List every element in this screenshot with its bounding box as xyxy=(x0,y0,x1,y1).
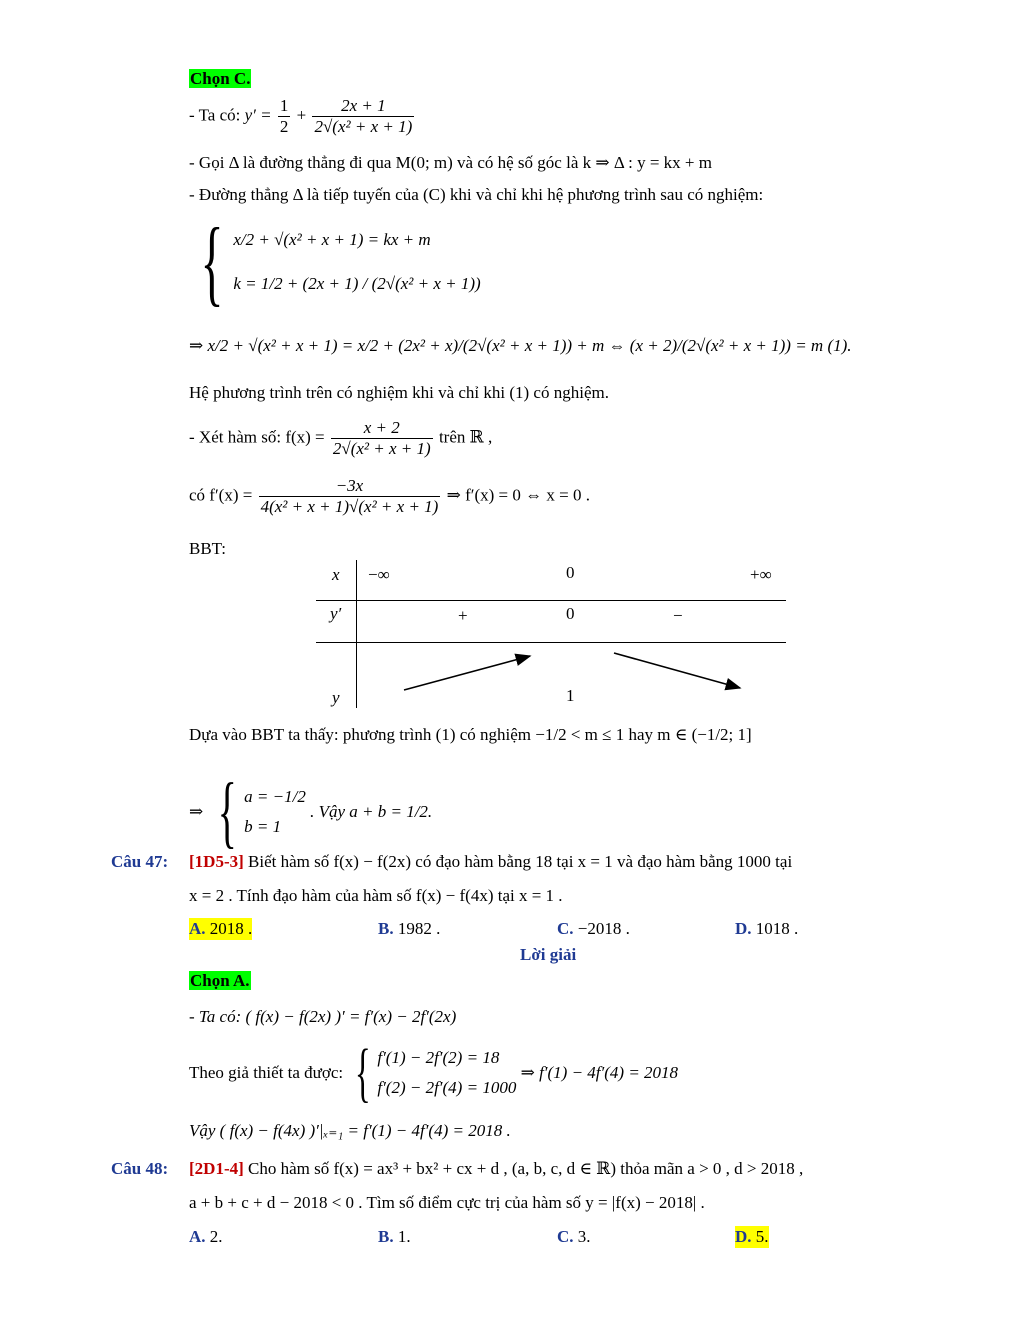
question-48-line1: [2D1-4] Cho hàm số f(x) = ax³ + bx² + cx + d , (a, b, c, d ∈ ℝ) thỏa mãn a > 0 , d > 2018 , xyxy=(189,1159,804,1178)
arrow-increasing xyxy=(404,656,530,690)
ta-co-derivative: - Ta có: y′ = $\frac{1}{2}$ + $\frac{2x + 1}{\text{2√(x² + x + 1)}}$ xyxy=(189,96,413,136)
solution-title: Lời giải xyxy=(520,945,577,964)
tiep-tuyen-condition: - Đường thẳng Δ là tiếp tuyến của (C) khi và chỉ khi hệ phương trình sau có nghiệm: xyxy=(189,185,764,204)
given-eq-1: f′(1) − 2f′(2) = 18 xyxy=(377,1048,500,1067)
question-47-line2: x = 2 . Tính đạo hàm của hàm số f(x) − f(4x) tại x = 1 . xyxy=(189,886,563,905)
q48-option-a[interactable]: A. 2. xyxy=(189,1227,223,1246)
question-47: Câu 47: xyxy=(111,852,169,871)
q48-options xyxy=(0,1226,1024,1250)
bbt-pos-inf: +∞ xyxy=(750,565,772,584)
system-eq-1: x/2 + √(x² + x + 1) = kx + m xyxy=(233,230,431,249)
given-result: ⇒ f′(1) − 4f′(4) = 2018 xyxy=(520,1063,679,1082)
he-pt-nghiem: Hệ phương trình trên có nghiệm khi và chỉ khi (1) có nghiệm. xyxy=(189,383,609,402)
choice-label-47: Chọn A. xyxy=(190,971,250,990)
q47-option-d[interactable]: D. 1018 . xyxy=(735,919,799,938)
q47-option-c[interactable]: C. −2018 . xyxy=(557,919,630,938)
q47-options xyxy=(0,918,1024,942)
bbt-y-label: y xyxy=(332,688,340,707)
bbt-plus: + xyxy=(458,606,468,625)
q47-given: Theo giả thiết ta được: { f′(1) − 2f′(2) = 18 f′(2) − 2f′(4) = 1000 ⇒ f′(1) − 4f′(4) = 2018 xyxy=(189,1036,679,1109)
bbt-x-label: x xyxy=(332,565,340,584)
bbt-minus: − xyxy=(673,606,683,625)
result-system: ⇒ { a = −1/2 b = 1 . Vậy a + b = 1/2. xyxy=(189,768,433,856)
system-eq-2: k = 1/2 + (2x + 1) / (2√(x² + x + 1)) xyxy=(233,274,481,293)
equation-system: { x/2 + √(x² + x + 1) = kx + m k = 1/2 + (2x + 1) / (2√(x² + x + 1)) xyxy=(200,208,481,315)
implies-equation: ⇒ x/2 + √(x² + x + 1) = x/2 + (2x² + x)/(2√(x² + x + 1)) + m ⇔ (x + 2)/(2√(x² + x + 1)) = m (1). xyxy=(189,336,852,355)
q48-option-d[interactable]: D. 5. xyxy=(735,1227,769,1246)
question-48: Câu 48: xyxy=(111,1159,169,1178)
arrow-decreasing xyxy=(614,653,740,688)
given-eq-2: f′(2) − 2f′(4) = 1000 xyxy=(377,1078,517,1097)
q47-conclusion: Vậy ( f(x) − f(4x) )′|ₓ₌₁ = f′(1) − 4f′(4) = 2018 . xyxy=(189,1121,511,1140)
fraction-half: $\frac{1}{2}$ xyxy=(279,96,289,136)
f-prime-expression: có f′(x) = $\frac{-3x}{\text{4(x² + x + 1)√(x² + x + 1)}}$ ⇒ f′(x) = 0 ⇔ x = 0 . xyxy=(189,476,590,516)
bbt-label: BBT: xyxy=(189,539,226,558)
xet-ham-so: - Xét hàm số: f(x) = $\frac{x + 2}{\text{2√(x² + x + 1)}}$ trên ℝ , xyxy=(189,418,493,458)
result-a: a = −1/2 xyxy=(244,787,306,806)
q47-option-a[interactable]: A. 2018 . xyxy=(189,919,253,938)
variation-table xyxy=(316,560,786,710)
question-48-line2: a + b + c + d − 2018 < 0 . Tìm số điểm cực trị của hàm số y = |f(x) − 2018| . xyxy=(189,1193,705,1212)
bbt-y-max: 1 xyxy=(566,686,575,705)
fraction-derivative: $\frac{2x + 1}{\text{2√(x² + x + 1)}}$ xyxy=(314,96,413,136)
dua-vao-bbt: Dựa vào BBT ta thấy: phương trình (1) có nghiệm −1/2 < m ≤ 1 hay m ∈ (−1/2; 1] xyxy=(189,725,752,744)
goi-delta-line: - Gọi Δ là đường thẳng đi qua M(0; m) và có hệ số góc là k ⇒ Δ : y = kx + m xyxy=(189,153,712,172)
result-b: b = 1 xyxy=(244,817,282,836)
bbt-zero: 0 xyxy=(566,563,575,582)
choice-label-prev: Chọn C. xyxy=(190,69,251,88)
bbt-neg-inf: −∞ xyxy=(368,565,390,584)
q48-option-b[interactable]: B. 1. xyxy=(378,1227,411,1246)
q47-option-b[interactable]: B. 1982 . xyxy=(378,919,441,938)
bbt-arrows xyxy=(316,560,786,710)
question-47-line1: [1D5-3] Biết hàm số f(x) − f(2x) có đạo hàm bằng 18 tại x = 1 và đạo hàm bằng 1000 tại xyxy=(189,852,793,871)
bbt-yprime-label: y′ xyxy=(330,604,342,623)
q48-option-c[interactable]: C. 3. xyxy=(557,1227,591,1246)
bbt-zero-derivative: 0 xyxy=(566,604,575,623)
result-sum: . Vậy a + b = 1/2. xyxy=(310,802,433,821)
q47-derivative: - Ta có: ( f(x) − f(2x) )′ = f′(x) − 2f′(2x) xyxy=(189,1007,457,1026)
